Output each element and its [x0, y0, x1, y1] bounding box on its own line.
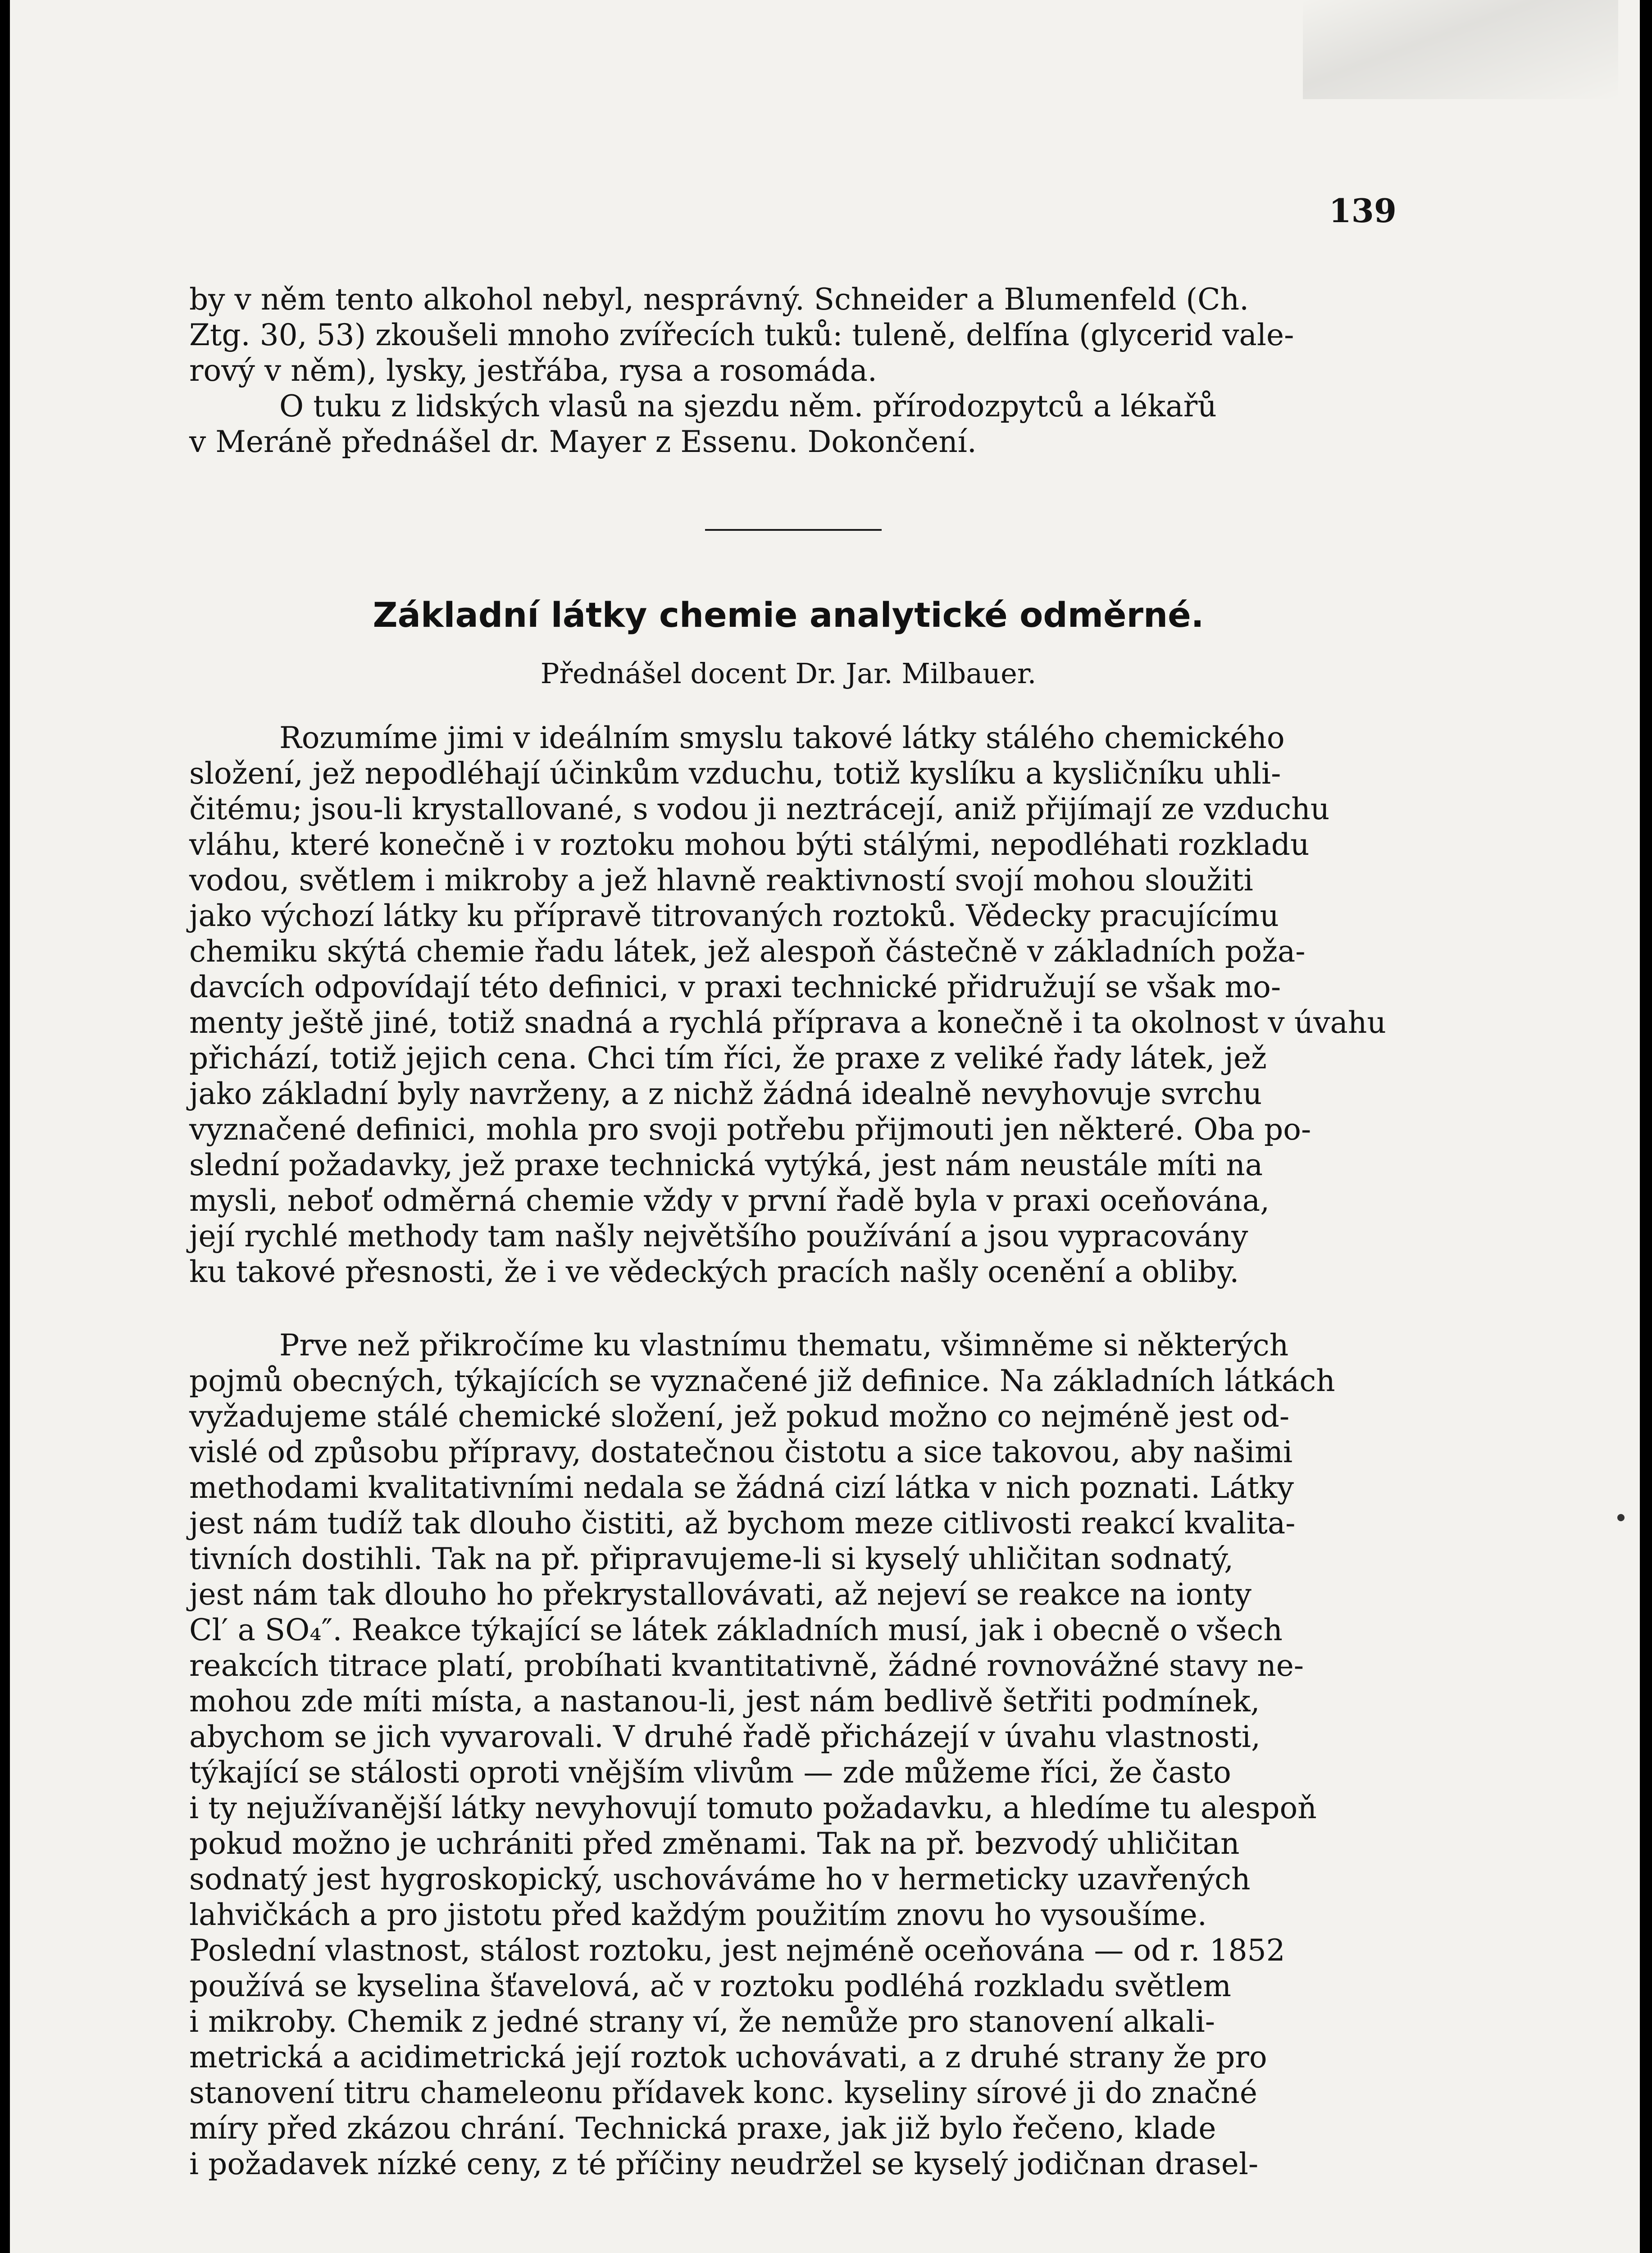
- paragraph-line: vyžadujeme stálé chemické složení, jež pokud možno co nejméně jest od-: [189, 1399, 1290, 1434]
- paragraph-line: menty ještě jiné, totiž snadná a rychlá příprava a konečně i ta okolnost v úvahu: [189, 1005, 1386, 1040]
- article-byline: Přednášel docent Dr. Jar. Milbauer.: [540, 657, 1037, 690]
- paragraph-line: i ty nejužívanější látky nevyhovují tomuto požadavku, a hledíme tu alespoň: [189, 1791, 1317, 1825]
- paragraph-line: jako výchozí látky ku přípravě titrovaných roztoků. Vědecky pracujícímu: [189, 898, 1279, 933]
- continuation-line: O tuku z lidských vlasů na sjezdu něm. přírodozpytců a lékařů: [279, 389, 1217, 424]
- continuation-text: [189, 282, 1388, 460]
- paragraph-line: i mikroby. Chemik z jedné strany ví, že nemůže pro stanovení alkali-: [189, 2004, 1215, 2039]
- paragraph-line: pojmů obecných, týkajících se vyznačené již definice. Na základních látkách: [189, 1364, 1335, 1398]
- paragraph-line: jest nám tudíž tak dlouho čistiti, až bychom meze citlivosti reakcí kvalita-: [189, 1506, 1296, 1541]
- paragraph-line: pokud možno je uchrániti před změnami. Tak na př. bezvodý uhličitan: [189, 1826, 1240, 1861]
- paragraph-line: používá se kyselina šťavelová, ač v roztoku podléhá rozkladu světlem: [189, 1969, 1231, 2003]
- continuation-line: v Meráně přednášel dr. Mayer z Essenu. Dokončení.: [189, 424, 977, 459]
- paragraph-line: vodou, světlem i mikroby a jež hlavně reaktivností svojí mohou sloužiti: [189, 863, 1253, 898]
- continuation-line: Ztg. 30, 53) zkoušeli mnoho zvířecích tuků: tuleně, delfína (glycerid vale-: [189, 318, 1294, 352]
- paragraph-line: přichází, totiž jejich cena. Chci tím říci, že praxe z veliké řady látek, jež: [189, 1041, 1267, 1076]
- paragraph-line: lahvičkách a pro jistotu před každým použitím znovu ho vysoušíme.: [189, 1897, 1207, 1932]
- paragraph-line: Prve než přikročíme ku vlastnímu thematu, všimněme si některých: [279, 1328, 1289, 1363]
- paragraph-line: Poslední vlastnost, stálost roztoku, jest nejméně oceňována — od r. 1852: [189, 1933, 1285, 1968]
- paragraph-line: reakcích titrace platí, probíhati kvantitativně, žádné rovnovážné stavy ne-: [189, 1648, 1304, 1683]
- paragraph-line: stanovení titru chameleonu přídavek konc. kyseliny sírové ji do značné: [189, 2075, 1257, 2110]
- paragraph-line: Cl′ a SO₄″. Reakce týkající se látek základních musí, jak i obecně o všech: [189, 1613, 1283, 1647]
- paragraph-line: davcích odpovídají této definici, v praxi technické přidružují se však mo-: [189, 970, 1281, 1004]
- page-scuff: [1303, 0, 1618, 99]
- paragraph-line: metrická a acidimetrická její roztok uchovávati, a z druhé strany že pro: [189, 2040, 1267, 2075]
- paragraph-line: její rychlé methody tam našly největšího používání a jsou vypracovány: [189, 1219, 1248, 1254]
- paragraph-line: Rozumíme jimi v ideálním smyslu takové látky stálého chemického: [279, 721, 1285, 755]
- article-title: Základní látky chemie analytické odměrné.: [373, 595, 1204, 635]
- paragraph-2: [189, 1327, 1388, 2182]
- paragraph-line: mohou zde míti místa, a nastanou-li, jest nám bedlivě šetřiti podmínek,: [189, 1684, 1260, 1719]
- scan-speck: [1617, 1514, 1625, 1521]
- paragraph-line: mysli, neboť odměrná chemie vždy v první řadě byla v praxi oceňována,: [189, 1183, 1270, 1218]
- paragraph-line: chemiku skýtá chemie řadu látek, jež alespoň částečně v základních poža-: [189, 934, 1306, 969]
- right-scan-edge: [1640, 0, 1652, 2253]
- paragraph-line: tivních dostihli. Tak na př. připravujeme-li si kyselý uhličitan sodnatý,: [189, 1542, 1234, 1576]
- paragraph-line: jako základní byly navrženy, a z nichž žádná idealně nevyhovuje svrchu: [189, 1076, 1262, 1111]
- paragraph-line: methodami kvalitativními nedala se žádná cizí látka v nich poznati. Látky: [189, 1470, 1294, 1505]
- paragraph-line: vislé od způsobu přípravy, dostatečnou čistotu a sice takovou, aby našimi: [189, 1435, 1293, 1469]
- paragraph-line: čitému; jsou-li krystallované, s vodou ji neztrácejí, aniž přijímají ze vzduchu: [189, 792, 1330, 826]
- page-number: 139: [1329, 192, 1397, 230]
- paragraph-line: týkající se stálosti oproti vnějším vlivům — zde můžeme říci, že často: [189, 1755, 1231, 1790]
- paragraph-line: složení, jež nepodléhají účinkům vzduchu, totiž kyslíku a kysličníku uhli-: [189, 756, 1281, 791]
- paragraph-line: slední požadavky, jež praxe technická vytýká, jest nám neustále míti na: [189, 1148, 1263, 1182]
- paragraph-1: [189, 720, 1388, 1290]
- paragraph-line: sodnatý jest hygroskopický, uschováváme ho v hermeticky uzavřených: [189, 1862, 1251, 1897]
- paragraph-line: i požadavek nízké ceny, z té příčiny neudržel se kyselý jodičnan drasel-: [189, 2147, 1259, 2181]
- paragraph-line: ku takové přesnosti, že i ve vědeckých pracích našly ocenění a obliby.: [189, 1254, 1239, 1289]
- paragraph-line: jest nám tak dlouho ho překrystallovávati, až nejeví se reakce na ionty: [189, 1577, 1252, 1612]
- left-scan-edge: [0, 0, 10, 2253]
- continuation-line: rový v něm), lysky, jestřába, rysa a rosomáda.: [189, 353, 877, 388]
- paragraph-line: vláhu, které konečně i v roztoku mohou býti stálými, nepodléhati rozkladu: [189, 827, 1310, 862]
- paragraph-line: míry před zkázou chrání. Technická praxe, jak již bylo řečeno, klade: [189, 2111, 1216, 2146]
- paragraph-line: vyznačené definici, mohla pro svoji potřebu přijmouti jen některé. Oba po-: [189, 1112, 1311, 1147]
- paragraph-line: abychom se jich vyvarovali. V druhé řadě přicházejí v úvahu vlastnosti,: [189, 1719, 1261, 1754]
- continuation-line: by v něm tento alkohol nebyl, nesprávný. Schneider a Blumenfeld (Ch.: [189, 282, 1249, 317]
- section-divider: [705, 529, 882, 531]
